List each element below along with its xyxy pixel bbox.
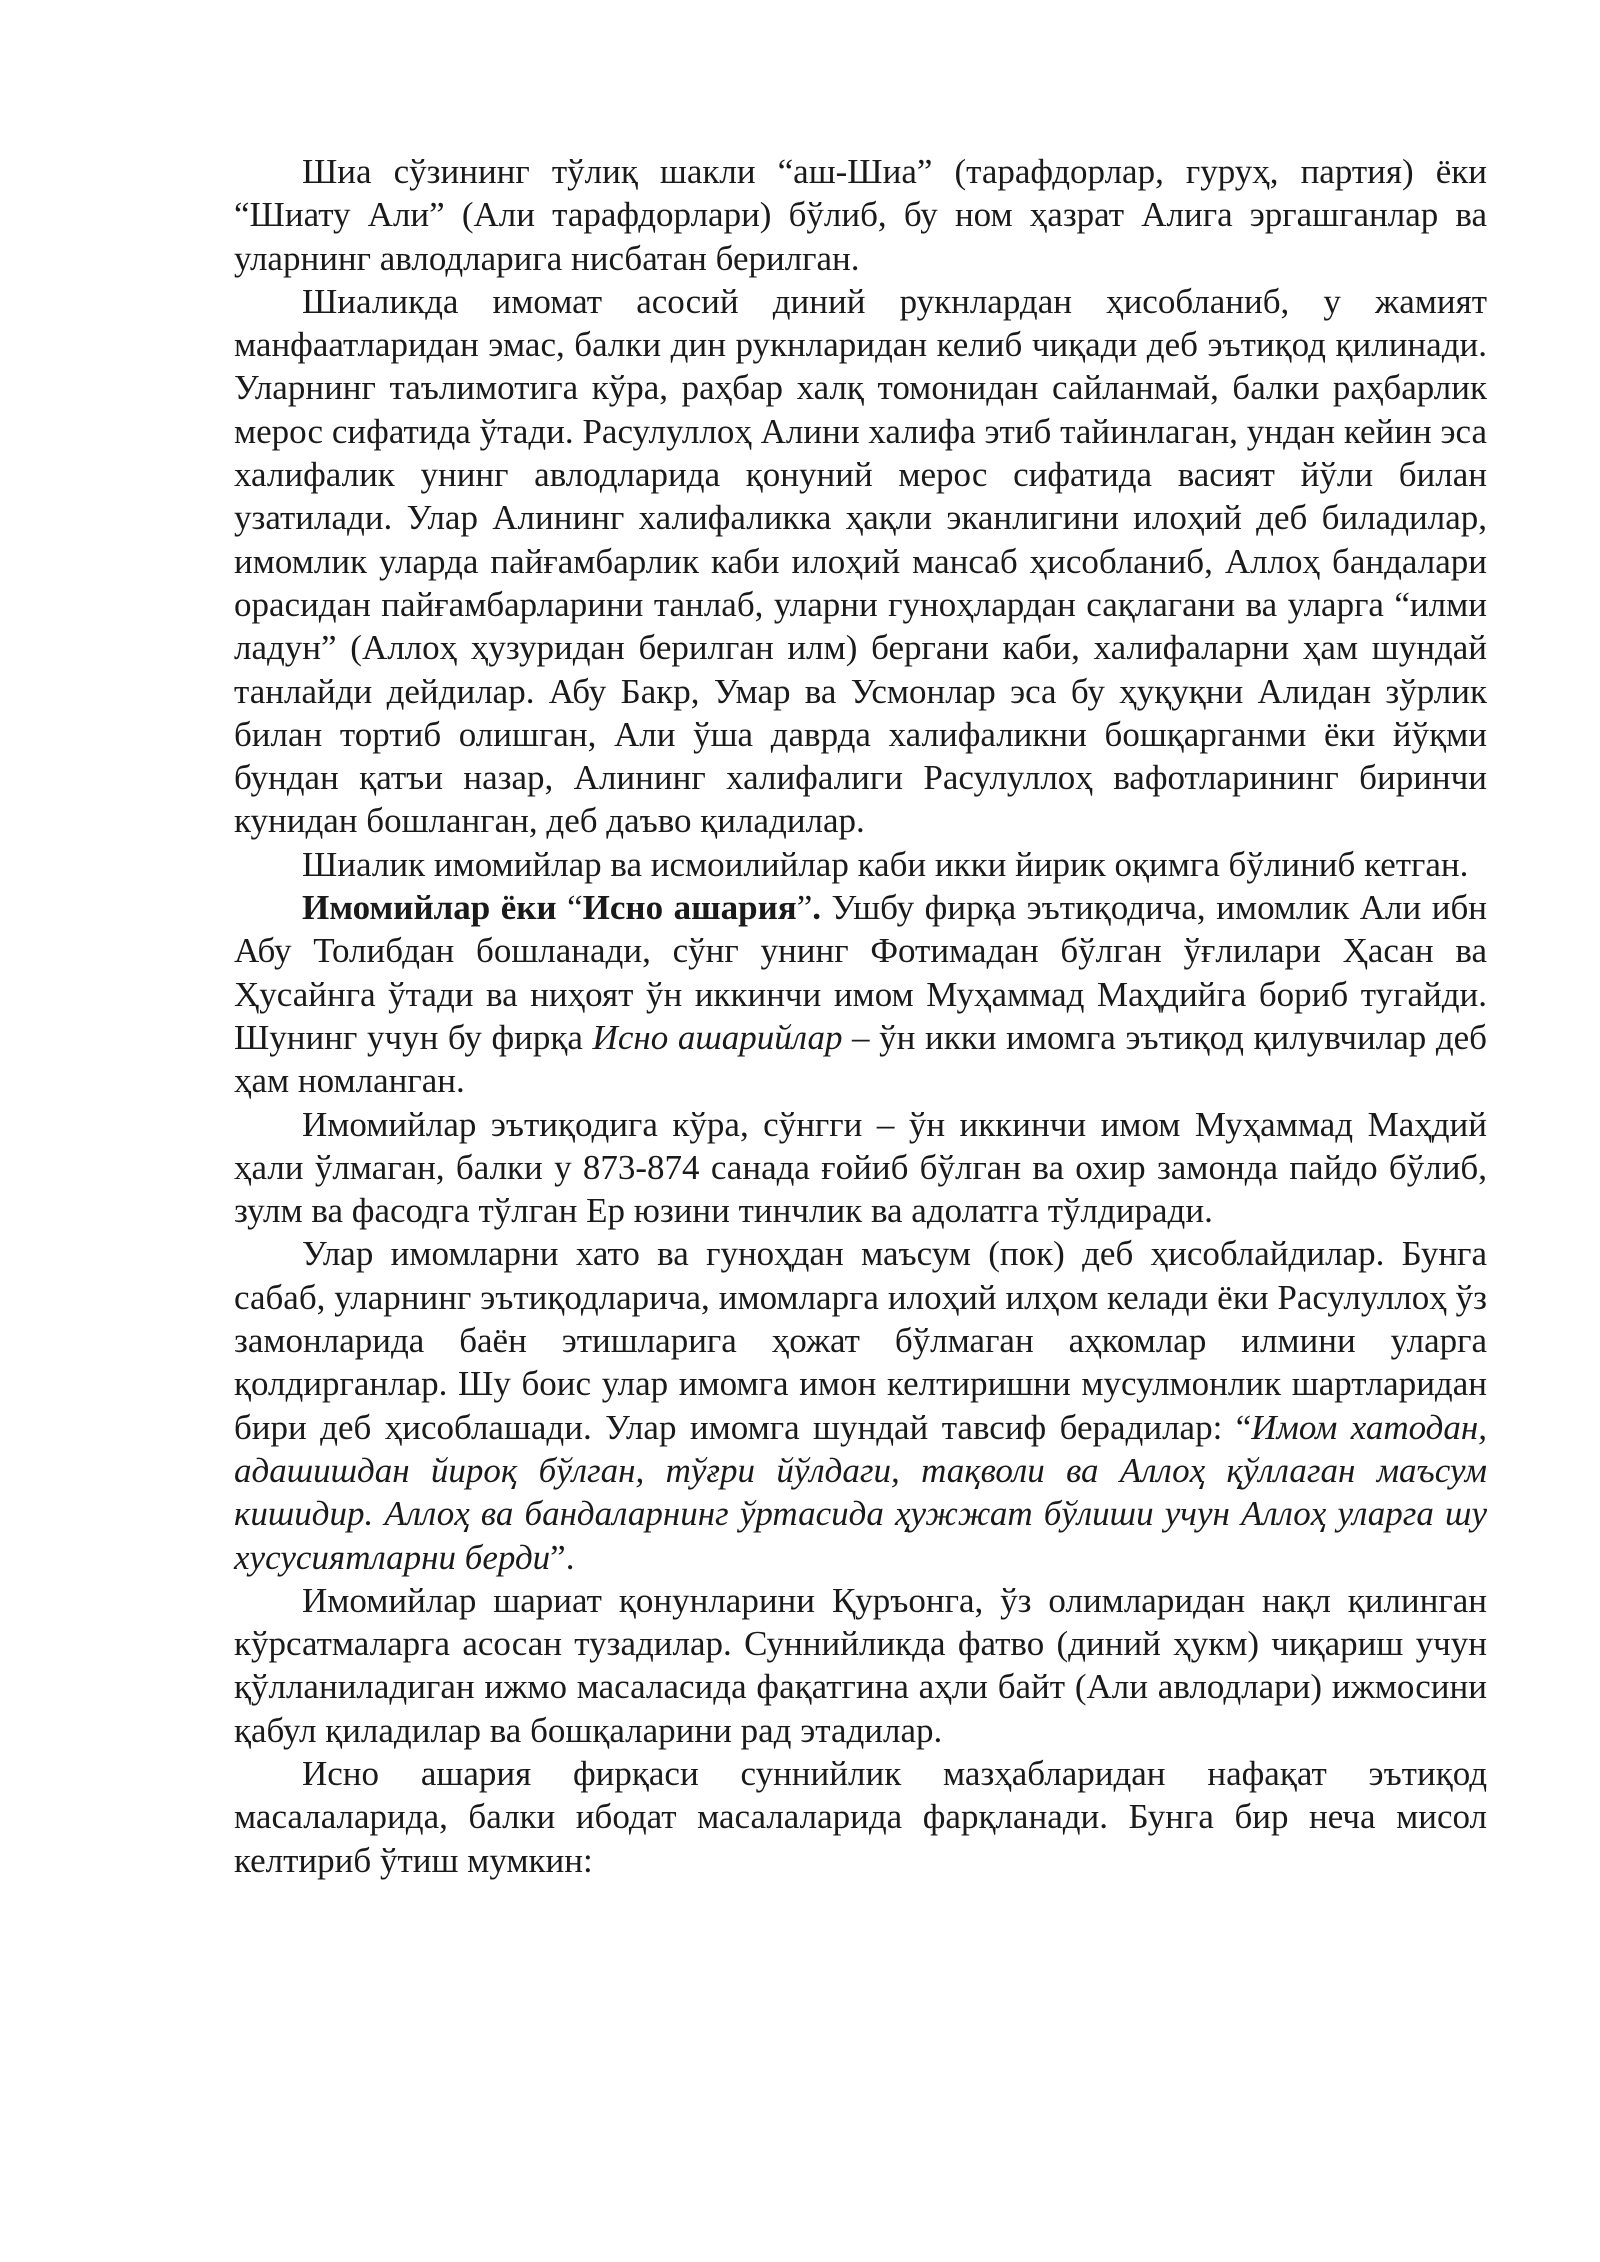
paragraph-text: Ушбу фирқа эътиқодича, имомлик Али ибн Абу Толибдан бошланади, сўнг унинг Фотимадан бўлган ўғлилари Ҳасан ва Ҳусайнга ўтади ва ниҳоят ўн иккинчи имом Муҳаммад Маҳдийга бориб тугайди. Шунинг учун бу фирқа [234, 888, 1488, 1057]
paragraph-text: Исно ашария фирқаси суннийлик мазҳабларидан нафақат эътиқод масалаларида, балки ибодат масалаларида фарқланади. Бунга бир неча мисол келтириб ўтиш мумкин: [234, 1753, 1487, 1880]
paragraph [234, 1103, 1487, 1233]
paragraph-text: ” [796, 888, 813, 928]
paragraph-text: Имомийлар эътиқодига кўра, сўнгги – ўн иккинчи имом Муҳаммад Маҳдий ҳали ўлмаган, балки у 873-874 санада ғойиб бўлган ва охир замонда пайдо бўлиб, зулм ва фасодга тўлган Ер юзини тинчлик ва адолатга тўлдиради. [234, 1104, 1487, 1231]
paragraph-text: – ўн икки имомга эътиқод қилувчилар деб ҳам номланган. [234, 1017, 1487, 1101]
paragraph-text: Шиа сўзининг тўлиқ шакли “аш-Шиа” (тарафдорлар, гуруҳ, партия) ёки “Шиату Али” (Али тарафдорлари) бўлиб, бу ном ҳазрат Алига эргашганлар ва уларнинг авлодларига нисбатан берилган. [234, 152, 1487, 278]
bold-text: . [812, 888, 822, 928]
paragraph [234, 1232, 1487, 1578]
bold-text: Исно ашария [582, 888, 797, 928]
paragraph-text: Имомийлар шариат қонунларини Қуръонга, ўз олимларидан нақл қилинган кўрсатмаларга асосан тузадилар. Суннийликда фатво (диний ҳукм) чиқариш учун қўлланиладиган ижмо масаласида фақатгина аҳли байт (Али авлодлари) ижмосини қабул қиладилар ва бошқаларини рад этадилар. [234, 1580, 1487, 1750]
paragraph-text: “ [567, 888, 583, 928]
paragraph-text: Улар имомларни хато ва гуноҳдан маъсум (пок) деб ҳисоблайдилар. Бунга сабаб, уларнинг эътиқодларича, имомларга илоҳий илҳом келади ёки Расулуллоҳ ўз замонларида баён этишларига ҳожат бўлмаган аҳкомлар илмини уларга қолдирганлар. Шу боис улар имомга имон келтиришни мусулмонлик шартларидан бири деб ҳисоблашади. Улар имомга шундай тавсиф берадилар: “ [234, 1234, 1487, 1447]
bold-text: Имомийлар ёки [302, 888, 568, 928]
paragraph [234, 1752, 1487, 1882]
paragraph [234, 843, 1487, 886]
paragraph-text: ”. [550, 1537, 575, 1577]
paragraph [234, 1579, 1487, 1752]
paragraph [234, 280, 1487, 843]
italic-text: Исно ашарийлар [592, 1017, 843, 1057]
italic-text: Имом хатодан, адашишдан йироқ бўлган, тўғри йўлдаги, тақволи ва Аллоҳ қўллаган маъсум кишидир. Аллоҳ ва бандаларнинг ўртасида ҳужжат бўлиши учун Аллоҳ уларга шу хусусиятларни берди [234, 1407, 1487, 1577]
paragraph [234, 150, 1487, 280]
paragraph [234, 886, 1487, 1102]
paragraph-text: Шиаликда имомат асосий диний рукнлардан ҳисобланиб, у жамият манфаатларидан эмас, балки дин рукнларидан келиб чиқади деб эътиқод қилинади. Уларнинг таълимотига кўра, раҳбар халқ томонидан сайланмай, балки раҳбарлик мерос сифатида ўтади. Расулуллоҳ Алини халифа этиб тайинлаган, ундан кейин эса халифалик унинг авлодларида қонуний мерос сифатида васият йўли билан узатилади. Улар Алининг халифаликка ҳақли эканлигини илоҳий деб биладилар, имомлик уларда пайғамбарлик каби илоҳий мансаб ҳисобланиб, Аллоҳ бандалари орасидан пайғамбарларини танлаб, уларни гуноҳлардан сақлагани ва уларга “илми ладун” (Аллоҳ ҳузуридан берилган илм) бергани каби, халифаларни ҳам шундай танлайди дейдилар. Абу Бакр, Умар ва Усмонлар эса бу ҳуқуқни Алидан зўрлик билан тортиб олишган, Али ўша даврда халифаликни бошқарганми ёки йўқми бундан қатъи назар, Алининг халифалиги Расулуллоҳ вафотларининг биринчи кунидан бошланган, деб даъво қиладилар. [234, 281, 1487, 841]
paragraph-text: Шиалик имомийлар ва исмоилийлар каби икки йирик оқимга бўлиниб кетган. [302, 844, 1469, 884]
document-body [234, 150, 1487, 1882]
